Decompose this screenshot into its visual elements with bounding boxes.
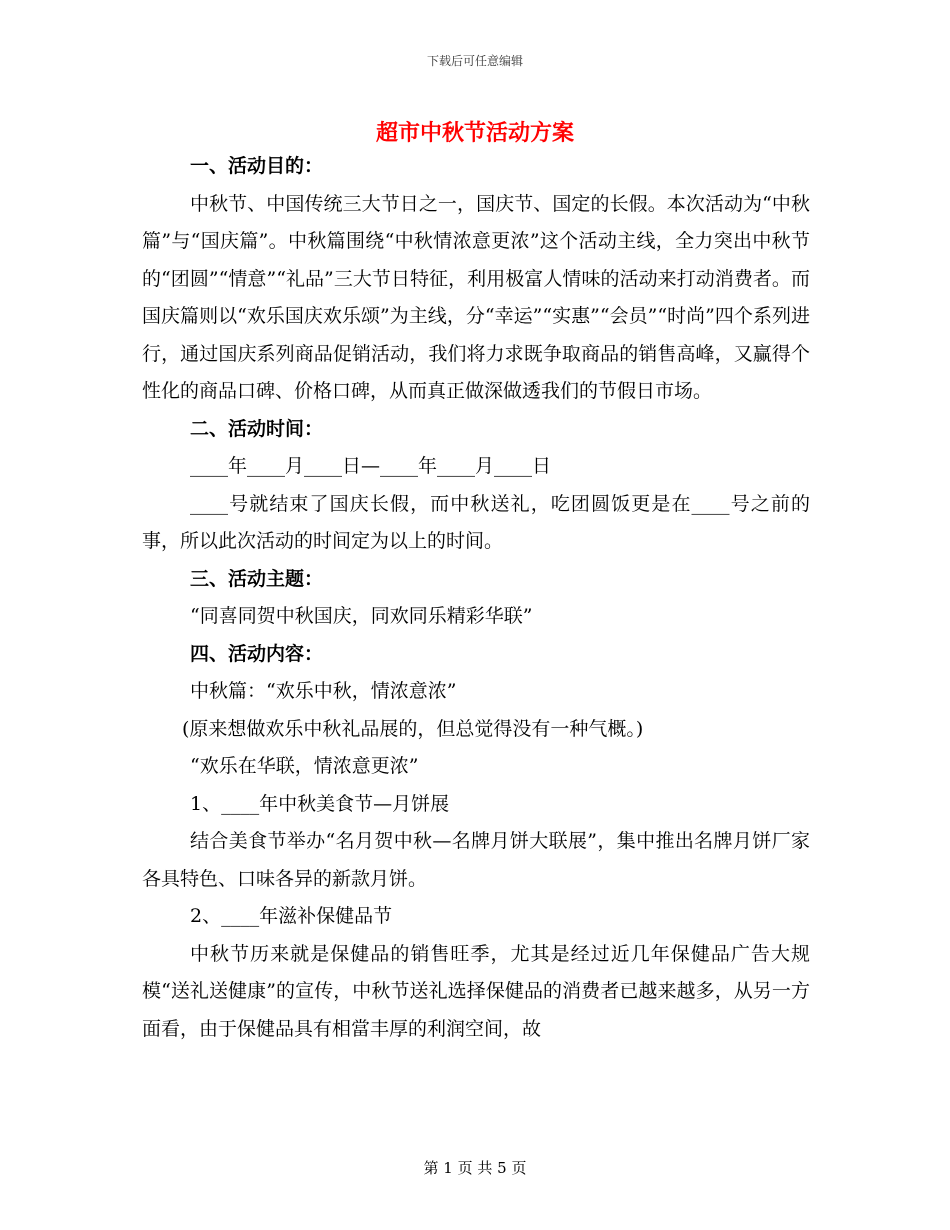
page-footer: 第 1 页 共 5 页: [423, 1159, 527, 1177]
section-heading-time: 二、活动时间：: [190, 417, 324, 440]
date-range-line: ____年____月____日—____年____月____日: [190, 455, 552, 477]
item-2-description: 中秋节历来就是保健品的销售旺季，尤其是经过近几年保健品广告大规模“送礼送健康”的宣传，中秋节送礼选择保健品的消费者已越来越多，从另一方面看，由于保健品具有相當丰厚的利润空间，故: [142, 942, 810, 1040]
note-line: (原来想做欢乐中秋礼品展的，但总觉得没有一种气概。): [182, 717, 644, 740]
section-heading-purpose: 一、活动目的：: [190, 155, 324, 177]
paragraph-purpose: 中秋节、中国传统三大节日之一，国庆节、国定的长假。本次活动为“中秋篇”与“国庆篇”。中秋篇围绕“中秋情浓意更浓”这个活动主线，全力突出中秋节的“团圆”“情意”“礼品”三大节日特征，利用极富人情味的活动来打动消费者。而国庆篇则以“欢乐国庆欢乐颂”为主线，分“幸运”“实惠”“会员”“时尚”四个系列进行，通过国庆系列商品促销活动，我们将力求既争取商品的销售高峰，又赢得个性化的商品口碑、价格口碑，从而真正做深做透我们的节假日市场。: [142, 192, 810, 402]
item-1-description: 结合美食节举办“名月贺中秋—名牌月饼大联展”，集中推出名牌月饼厂家各具特色、口味各异的新款月饼。: [142, 830, 810, 890]
mid-autumn-line: 中秋篇：“欢乐中秋，情浓意浓”: [190, 680, 457, 702]
item-2-heading: 2、____年滋补保健品节: [190, 905, 393, 927]
section-heading-theme: 三、活动主题：: [190, 567, 324, 590]
page-header: 下载后可任意编辑: [426, 54, 523, 68]
slogan-line: “欢乐在华联，情浓意更浓”: [190, 755, 419, 777]
paragraph-time: ____号就结束了国庆长假，而中秋送礼，吃团圆饭更是在____号之前的事，所以此次活动的时间定为以上的时间。: [142, 492, 810, 552]
document-body: [142, 148, 810, 1048]
item-1-heading: 1、____年中秋美食节—月饼展: [190, 792, 450, 815]
document-title: 超市中秋节活动方案: [375, 120, 574, 146]
section-heading-content: 四、活动内容：: [190, 642, 324, 665]
theme-line: “同喜同贺中秋国庆，同欢同乐精彩华联”: [190, 605, 533, 627]
